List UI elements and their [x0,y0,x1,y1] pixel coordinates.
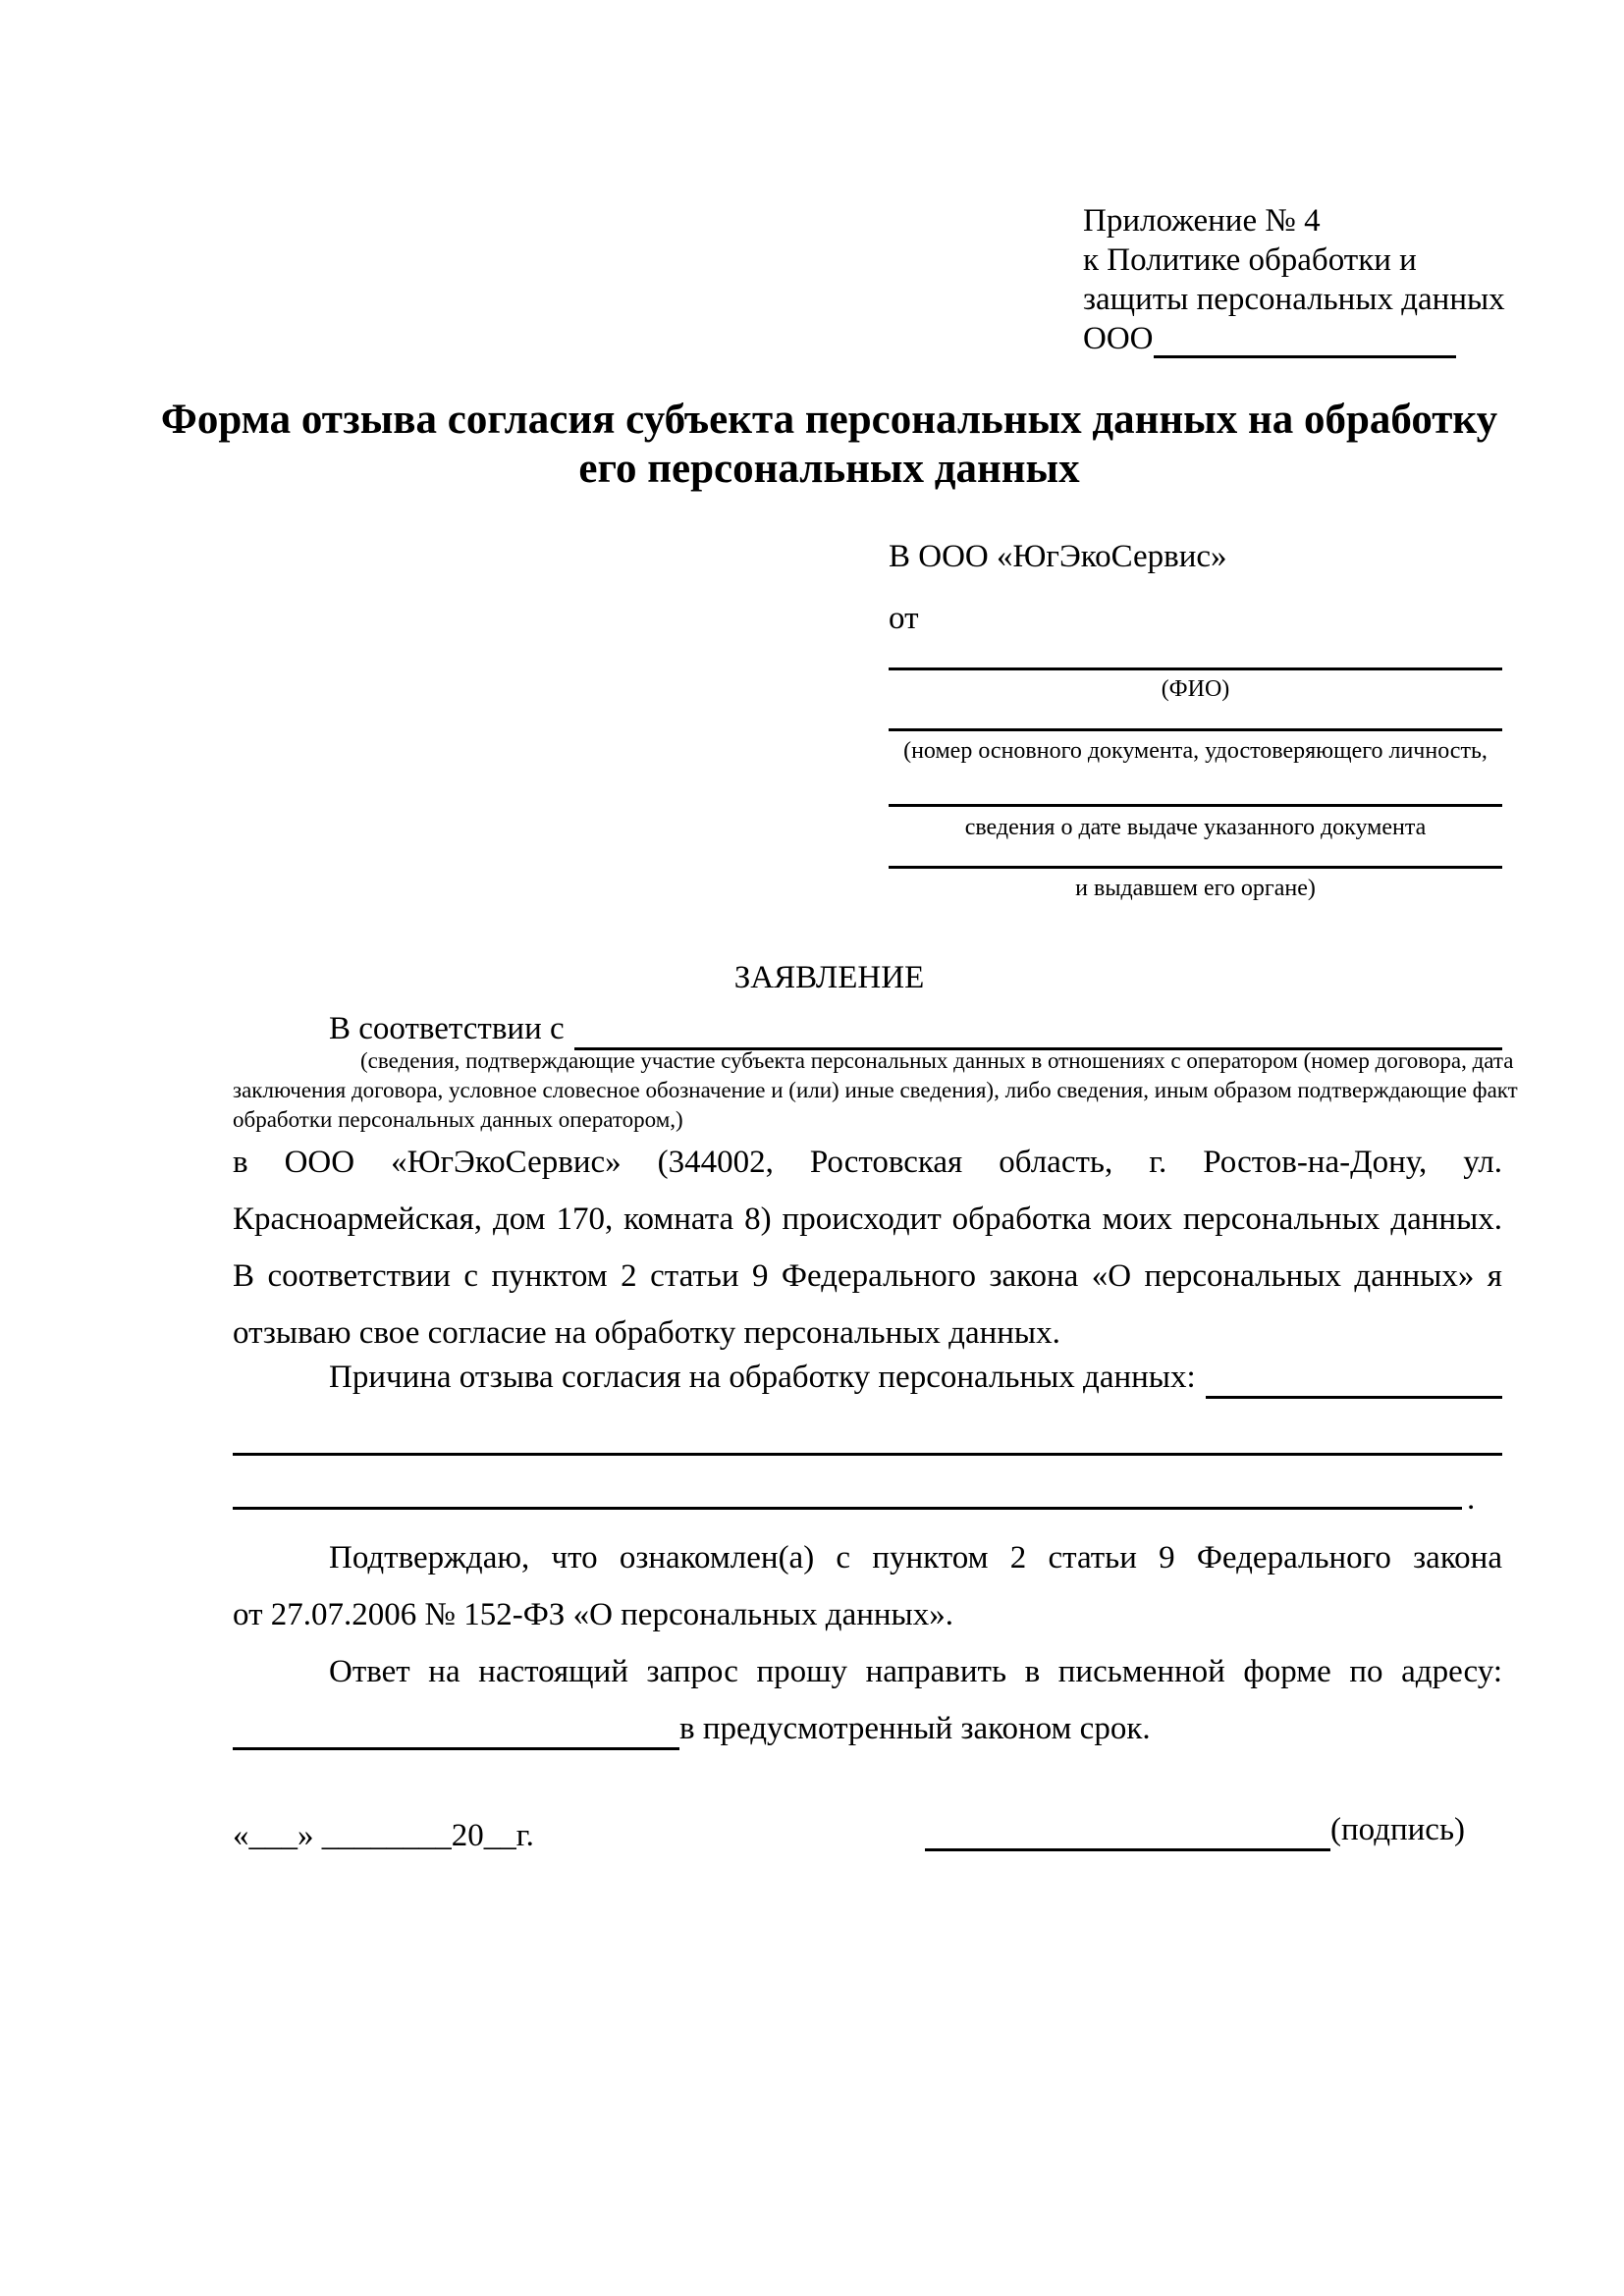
reply-address-blank-field[interactable] [233,1702,679,1750]
date-blank-field[interactable]: «___» ________20__г. [233,1818,534,1853]
doc-caption-3: и выдавшем его органе) [1075,876,1316,901]
reply-address-row [233,1705,1151,1750]
fio-blank-field[interactable] [889,667,1502,670]
footnote-line-2: заключения договора, условное словесное обозначение и (или) иные сведения), либо сведения, иным образом подтверждающие факт [233,1078,1518,1102]
body-line-1: в ООО «ЮгЭкоСервис» (344002, Ростовская область, г. Ростов-на-Дону, ул. [233,1145,1502,1180]
reply-line-2-suffix: в предусмотренный законом срок. [679,1711,1151,1746]
intro-label: В соответствии с [329,1011,565,1046]
signature-row [925,1806,1465,1851]
annex-line-1: Приложение № 4 [1083,203,1321,239]
doc-number-blank-field[interactable] [889,728,1502,731]
reply-line-1: Ответ на настоящий запрос прошу направить в письменной форме по адресу: [329,1654,1502,1689]
doc-caption-1: (номер основного документа, удостоверяющего личность, [903,738,1488,764]
fio-caption: (ФИО) [1161,676,1230,702]
signature-blank-field[interactable] [925,1803,1330,1851]
reason-blank-line-2[interactable] [233,1453,1502,1456]
intro-blank-field[interactable] [574,1008,1502,1050]
body-line-2: Красноармейская, дом 170, комната 8) происходит обработка моих персональных данных. [233,1201,1502,1237]
annex-block [1083,201,1505,358]
body-line-3: В соответствии с пунктом 2 статьи 9 Федерального закона «О персональных данных» я [233,1258,1502,1294]
annex-line-2: к Политике обработки и [1083,242,1417,278]
footnote-line-3: обработки персональных данных оператором,) [233,1107,683,1132]
confirm-line-2: от 27.07.2006 № 152-ФЗ «О персональных данных». [233,1597,953,1632]
reason-terminator: . [1467,1481,1476,1517]
body-line-4: отзываю свое согласие на обработку персональных данных. [233,1315,1060,1351]
reason-row [329,1356,1502,1399]
doc-date-blank-field[interactable] [889,804,1502,807]
annex-line-3: защиты персональных данных [1083,282,1505,317]
annex-ooo-blank-field[interactable] [1154,322,1457,358]
title-line-1: Форма отзыва согласия субъекта персональных данных на обработку [160,397,1498,443]
recipient-from-label: от [889,601,919,636]
reason-blank-field[interactable] [1206,1357,1502,1399]
footnote-line-1: (сведения, подтверждающие участие субъекта персональных данных в отношениях с оператором (номер договора, дата [360,1048,1514,1073]
document-title [155,396,1503,494]
doc-caption-2: сведения о дате выдаче указанного документа [964,815,1427,840]
annex-ooo-row [1083,319,1456,358]
intro-row [329,1007,1502,1050]
annex-ooo-label: ООО [1083,321,1154,356]
signature-caption: (подпись) [1330,1812,1465,1847]
title-line-2: его персональных данных [578,446,1080,492]
reason-blank-line-3[interactable] [233,1507,1462,1510]
doc-issuer-blank-field[interactable] [889,866,1502,869]
reason-label: Причина отзыва согласия на обработку персональных данных: [329,1360,1196,1395]
recipient-org: В ООО «ЮгЭкоСервис» [889,539,1227,574]
statement-heading: ЗАЯВЛЕНИЕ [733,960,925,995]
confirm-line-1: Подтверждаю, что ознакомлен(а) с пунктом 2 статьи 9 Федерального закона [329,1540,1502,1575]
